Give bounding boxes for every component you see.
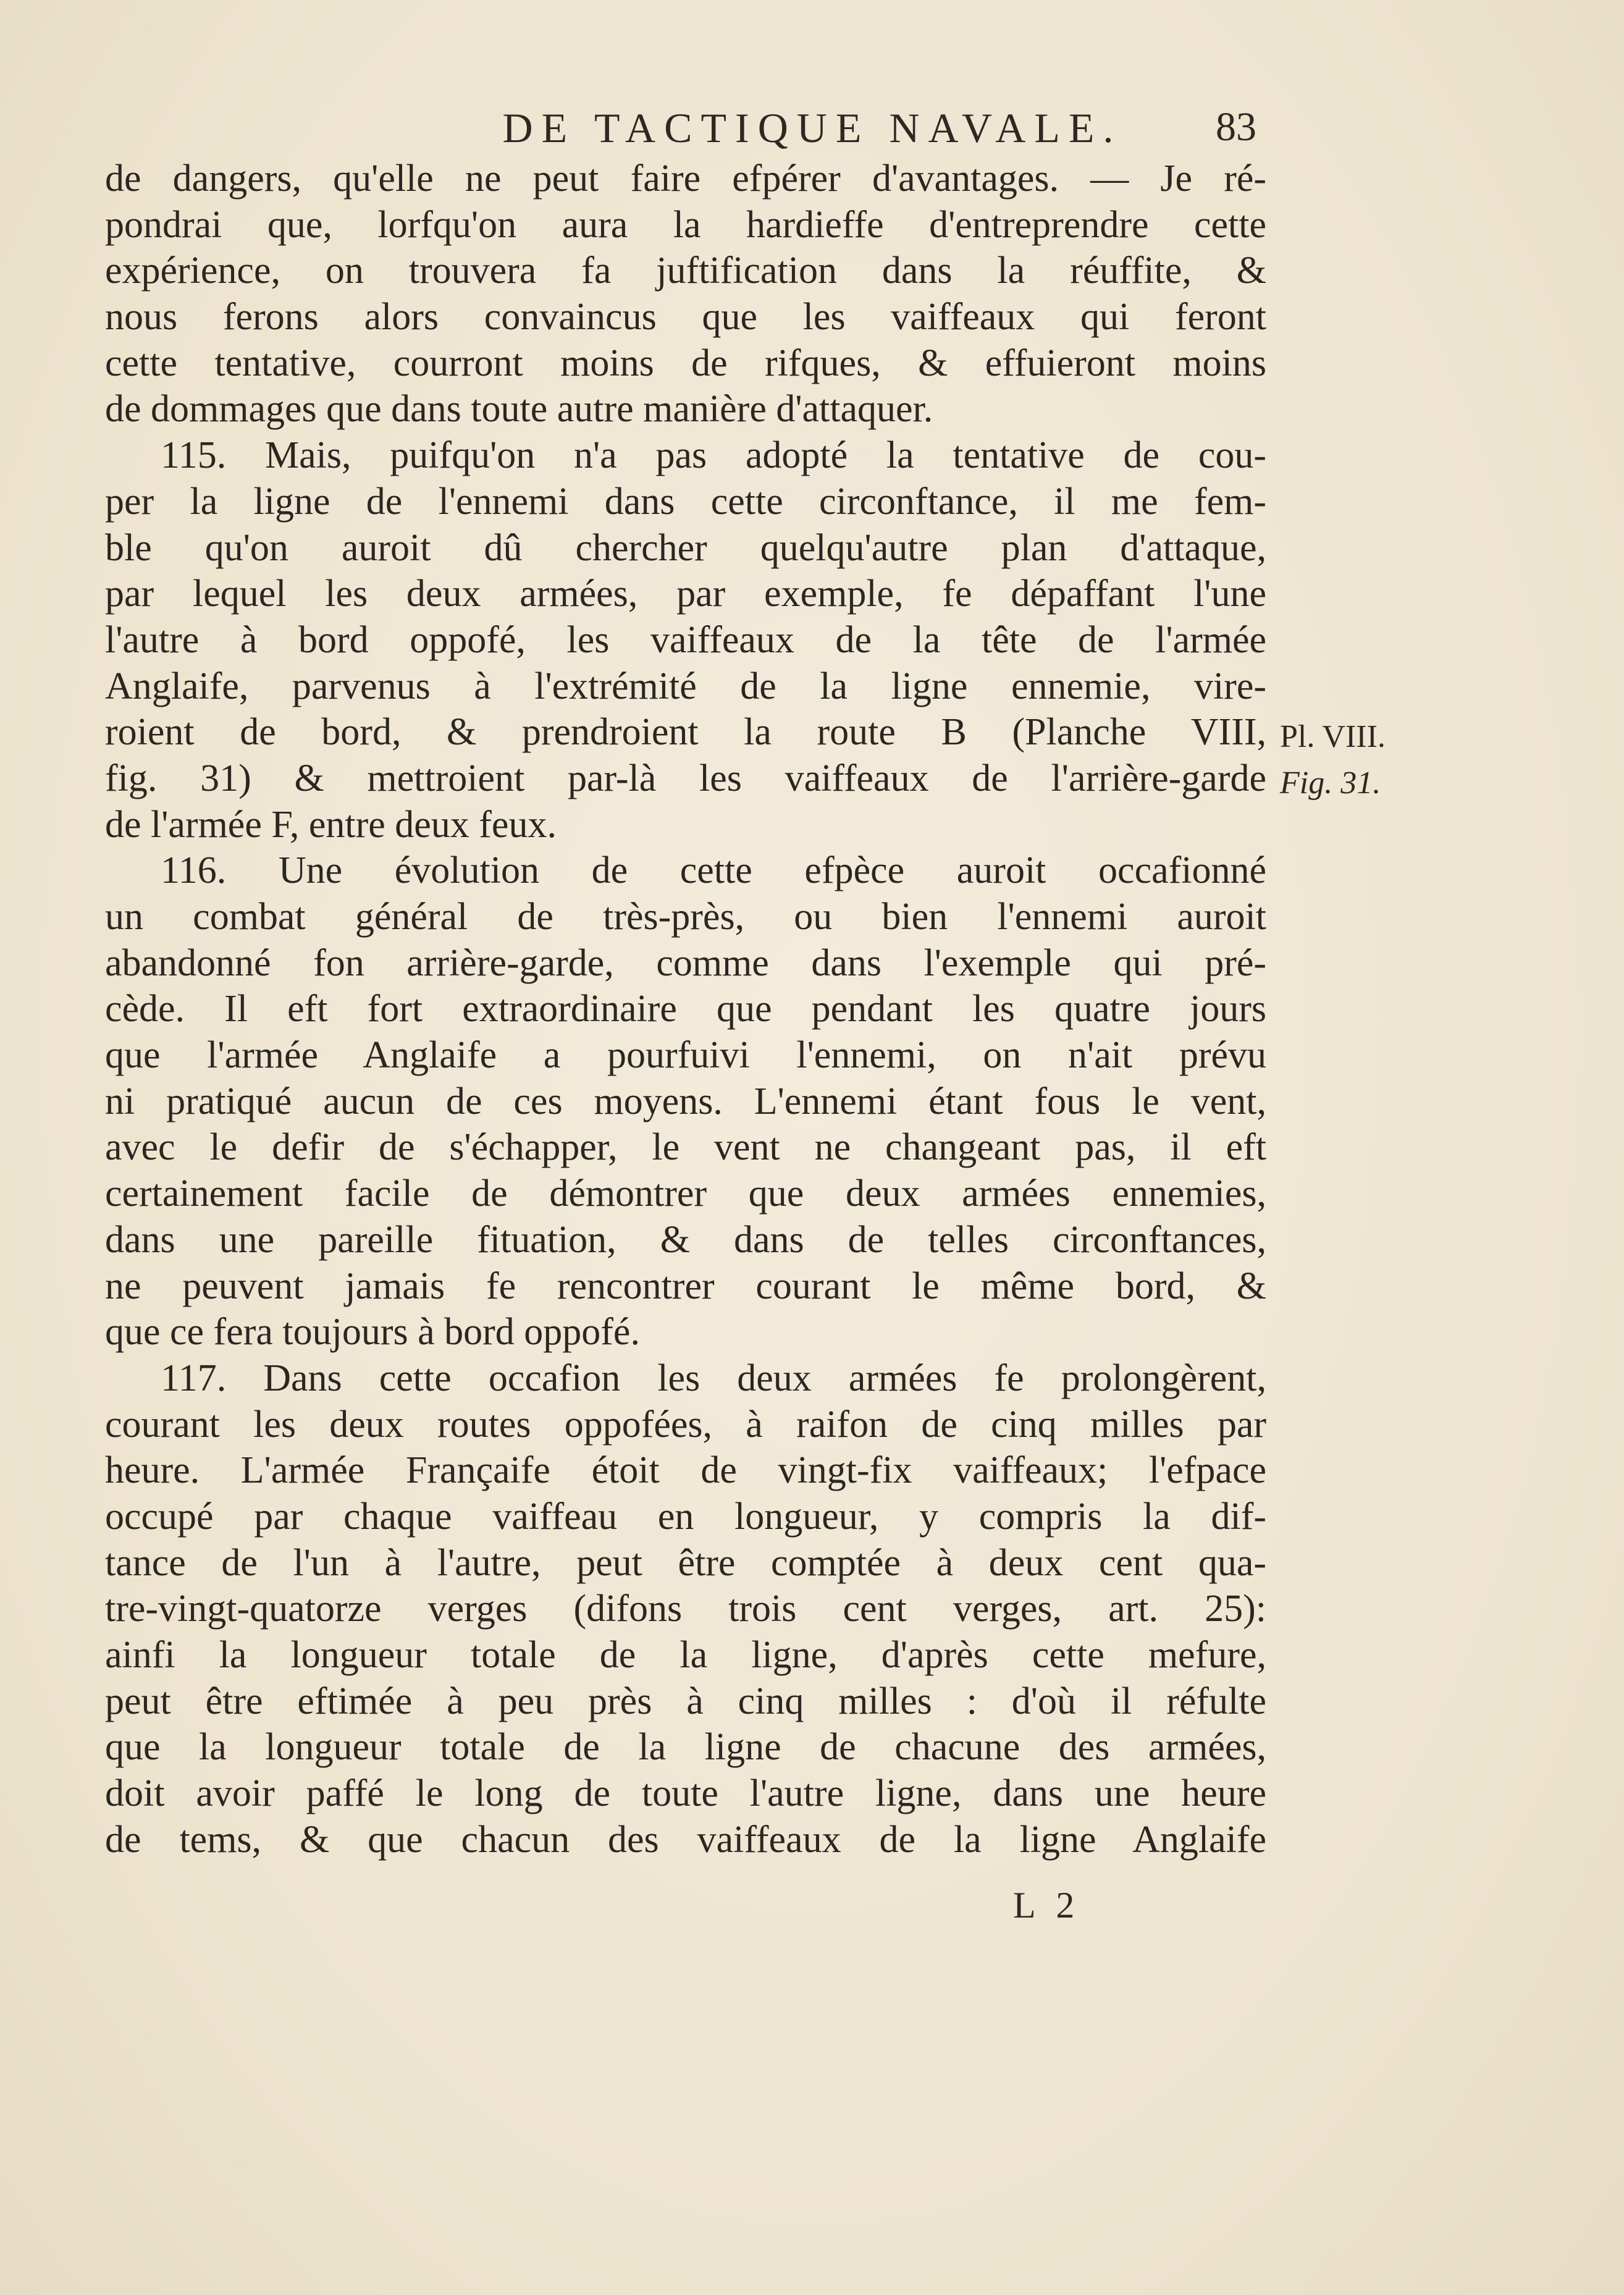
text-line: abandonné fon arrière-garde, comme dans l'exemple qui pré-: [105, 941, 1266, 984]
text-line: un combat général de très-près, ou bien l'ennemi auroit: [105, 896, 1266, 938]
text-line: avec le defir de s'échapper, le vent ne changeant pas, il eft: [105, 1126, 1266, 1169]
margin-note-figure: Fig. 31.: [1280, 765, 1381, 801]
text-line: expérience, on trouvera fa juftification dans la réuffite, &: [105, 250, 1266, 292]
text-line: dans une pareille fituation, & dans de telles circonftances,: [105, 1218, 1266, 1261]
text-line: par lequel les deux armées, par exemple, fe dépaffant l'une: [105, 573, 1266, 615]
text-line: occupé par chaque vaiffeau en longueur, y compris la dif-: [105, 1495, 1266, 1538]
text-line: fig. 31) & mettroient par-là les vaiffeaux de l'arrière-garde: [105, 757, 1266, 799]
text-line: doit avoir paffé le long de toute l'autre ligne, dans une heure: [105, 1772, 1266, 1815]
text-line: que l'armée Anglaife a pourfuivi l'ennemi, on n'ait prévu: [105, 1034, 1266, 1077]
text-line: ni pratiqué aucun de ces moyens. L'ennemi étant fous le vent,: [105, 1080, 1266, 1122]
paragraph-117-start: 117. Dans cette occafion les deux armées fe prolongèrent,: [161, 1357, 1266, 1399]
text-line: de tems, & que chacun des vaiffeaux de la ligne Anglaife: [105, 1818, 1266, 1861]
text-line: peut être eftimée à peu près à cinq milles : d'où il réfulte: [105, 1680, 1266, 1722]
body-text: [105, 156, 1266, 1863]
text-line: cède. Il eft fort extraordinaire que pendant les quatre jours: [105, 988, 1266, 1030]
text-line: tre-vingt-quatorze verges (difons trois cent verges, art. 25):: [105, 1588, 1266, 1630]
text-line: nous ferons alors convaincus que les vaiffeaux qui feront: [105, 296, 1266, 339]
page-number: 83: [1216, 104, 1256, 149]
text-line: de l'armée F, entre deux feux.: [105, 803, 557, 846]
text-line: ne peuvent jamais fe rencontrer courant le même bord, &: [105, 1265, 1266, 1307]
paragraph-116-start: 116. Une évolution de cette efpèce auroit occafionné: [161, 849, 1266, 892]
text-line: roient de bord, & prendroient la route B (Planche VIII,: [105, 711, 1266, 754]
text-line: ainfi la longueur totale de la ligne, d'après cette mefure,: [105, 1634, 1266, 1676]
text-line: l'autre à bord oppofé, les vaiffeaux de la tête de l'armée: [105, 618, 1266, 661]
signature-mark: L 2: [1013, 1885, 1081, 1926]
text-line: heure. L'armée Françaife étoit de vingt-fix vaiffeaux; l'efpace: [105, 1449, 1266, 1492]
text-line: de dommages que dans toute autre manière d'attaquer.: [105, 388, 933, 431]
running-head: DE TACTIQUE NAVALE.: [502, 104, 1122, 151]
text-line: pondrai que, lorfqu'on aura la hardieffe d'entreprendre cette: [105, 203, 1266, 246]
text-line: ble qu'on auroit dû chercher quelqu'autre plan d'attaque,: [105, 526, 1266, 569]
margin-note-plate: Pl. VIII.: [1280, 719, 1386, 754]
text-line: courant les deux routes oppofées, à raifon de cinq milles par: [105, 1403, 1266, 1446]
text-line: cette tentative, courront moins de rifques, & effuieront moins: [105, 342, 1266, 384]
text-line: que ce fera toujours à bord oppofé.: [105, 1311, 640, 1354]
paragraph-115-start: 115. Mais, puifqu'on n'a pas adopté la tentative de cou-: [161, 434, 1266, 477]
text-line: tance de l'un à l'autre, peut être comptée à deux cent qua-: [105, 1541, 1266, 1584]
text-line: que la longueur totale de la ligne de chacune des armées,: [105, 1726, 1266, 1769]
text-line: de dangers, qu'elle ne peut faire efpérer d'avantages. — Je ré-: [105, 158, 1266, 200]
text-line: per la ligne de l'ennemi dans cette circonftance, il me fem-: [105, 480, 1266, 523]
text-line: Anglaife, parvenus à l'extrémité de la ligne ennemie, vire-: [105, 665, 1266, 707]
text-line: certainement facile de démontrer que deux armées ennemies,: [105, 1173, 1266, 1215]
